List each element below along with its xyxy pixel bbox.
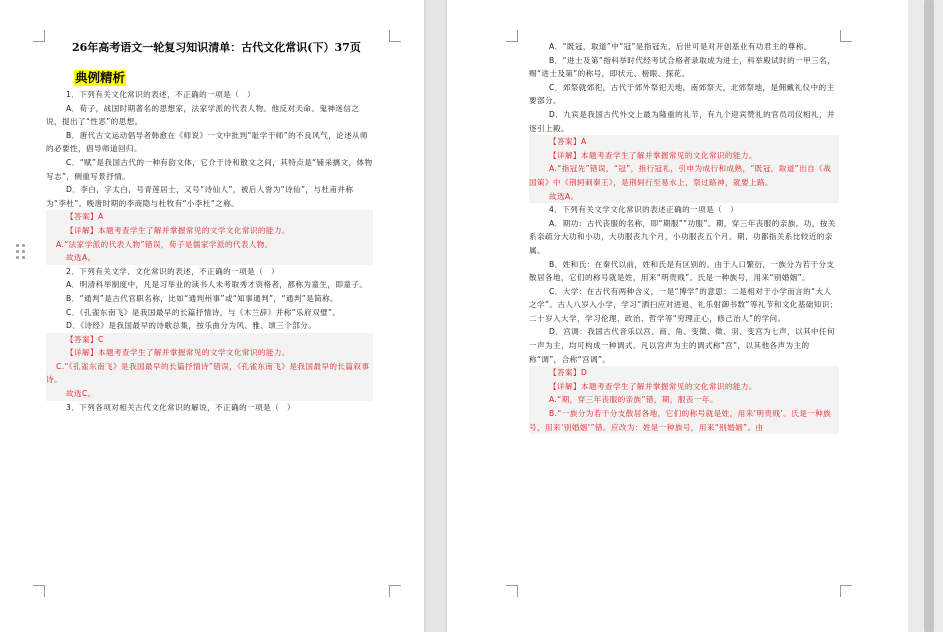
answer-analysis: B.“一族分为若干分支散居各地，它们的称号就是姓，用来‘明贵贱’。氏是一种族号，用来‘别婚姻’”错。应改为：姓是一种族号，用来“别婚姻”。由 [529,409,832,432]
question-option: D．九宾是我国古代外交上最为隆重的礼节，有九个迎宾赞礼的官员司仪相礼，并逐引上殿。 [529,109,836,133]
question-option: C．郊祭就郊祀，古代于郊外祭祀天地，南郊祭天，北郊祭地，是佣戴礼仪中的主要部分。 [529,82,835,106]
margin-corner-mark [389,585,401,597]
margin-corner-mark [506,30,518,42]
margin-corner-mark [33,30,45,42]
question-option: B．唐代古文运动倡导者韩愈在《师说》一文中批判“耻学于师”的不良风气，论述从师的必要性，倡导师道回归。 [46,130,369,154]
answer-block [46,333,373,401]
margin-corner-mark [840,30,852,42]
question-option: C．大学：在古代有两种含义，一是“博学”的意思；二是相对于小学而言的“大人之学”。古人八岁入小学，学习“洒扫应对进退、礼乐射御书数”等礼节和文化基础知识；二十岁入大学，学习伦理、政治、哲学等“穷理正心，修己治人”的学问。 [529,286,838,323]
margin-corner-mark [33,585,45,597]
question-option: A．明清科举制度中，凡是习举业的读书人未考取秀才资格者，都称为童生，即童子。 [66,280,368,290]
left-page-content [46,40,373,414]
question-option: A．“既冠，取道”中“冠”是指冠先，后世可是对开创基业有功君主的尊称。 [549,42,812,51]
drag-handle-icon[interactable] [16,244,25,260]
answer-analysis: C.“《孔雀东南飞》是我国最早的长篇抒情诗”错误，《孔雀东南飞》是我国最早的长篇叙事诗。 [46,361,370,385]
question-option: D．李白，字太白，号青莲居士，又号“诗仙人”，被后人誉为“诗仙”，与杜甫并称为“李杜”。晚唐时期的李商隐与杜牧有“小李杜”之称。 [46,185,354,208]
answer-conclusion: 故选A。 [549,191,579,201]
answer-block [46,210,373,264]
answer-conclusion: 故选A。 [66,253,96,263]
question-option: B．“通判”是古代官职名称，比如“通判州事”或“知事通判”，“通判”是简称。 [66,293,339,303]
margin-corner-mark [389,30,401,42]
scrollbar-thumb[interactable] [924,0,934,632]
answer-conclusion: 故选C。 [66,389,96,399]
answer-label: 【答案】C [66,334,104,344]
answer-analysis: A.“指冠先”错误，“冠”，指行冠礼，引申为成行和成熟，“既冠，取道”出自《战国策》中《荆轲刺秦王》，是荆轲行至易水上，祭过路神，就要上路。 [529,164,832,187]
question-option: D．宫调：我国古代音乐以宫、商、角、变徵、徵、羽、变宫为七声，以其中任何一声为主，均可构成一种调式。凡以宫声为主的调式称“宫”，以其他各声为主的称“调”，合称“宫调”。 [529,327,836,364]
margin-corner-mark [506,585,518,597]
question-stem: 1．下列有关文化常识的表述，不正确的一项是（ ） [66,90,256,99]
question-stem: 2．下列有关文学、文化常识的表述，不正确的一项是（ ） [66,266,280,276]
answer-label: 【答案】A [66,212,104,222]
answer-explain: 【详解】本题考查学生了解并掌握常见的文化常识的能力。 [549,150,757,160]
answer-explain: 【详解】本题考查学生了解并掌握常见的文学文化常识的能力。 [66,348,290,358]
question-option: C．“赋”是我国古代的一种有韵文体，它介于诗和散文之间，其特点是“铺采摛文，体物写志”，侧重写景抒情。 [46,157,373,181]
question-stem: 4．下列有关文学文化常识的表述正确的一项是（ ） [549,205,739,215]
answer-block [529,135,839,203]
answer-analysis: A.“法家学派的代表人物”错误，荀子是儒家学派的代表人物。 [56,239,273,249]
right-page-content [529,40,839,434]
margin-corner-mark [840,585,852,597]
question-option: B．姓和氏：在秦代以前，姓和氏是有区别的。由于人口繁衍，一族分为若干分支散居各地，它们的称号就是姓，用来“明贵贱”。氏是一种族号，用来“别婚姻”。 [529,259,835,283]
answer-label: 【答案】D [549,368,588,378]
question-option: C．《孔雀东南飞》是我国最早的长篇抒情诗，与《木兰辞》并称“乐府双璧”。 [66,307,341,317]
answer-explain: 【详解】本题考查学生了解并掌握常见的文化常识的能力。 [549,381,757,391]
section-heading: 典例精析 [75,70,126,85]
document-title: 26年高考语文一轮复习知识清单：古代文化常识(下）37页 [72,41,361,54]
question-stem: 3．下列各项对相关古代文化常识的解说，不正确的一项是（ ） [66,402,296,412]
question-option: A．期功：古代丧服的名称，即“期服”“功服”。期，穿三年丧服的亲族。功，按关系亲疏分大功和小功，大功服丧九个月，小功服丧五个月。期、功都指关系比较近的亲属。 [529,218,836,255]
question-option: D．《诗经》是我国最早的诗歌总集，按乐曲分为风、雅、颂三个部分。 [66,321,317,331]
question-option: B．“进士及第”指科举时代经考试合格者录取成为进士，科举殿试时的一甲三名，赐“进士及第”的称号，即状元、榜眼、探花。 [529,55,836,79]
answer-explain: 【详解】本题考查学生了解并掌握常见的文学文化常识的能力。 [66,225,290,235]
answer-analysis: A.“期，穿三年丧服的亲族”错，期，服丧一年。 [549,395,718,405]
question-option: A．荀子，战国时期著名的思想家，法家学派的代表人物。他反对天命、鬼神迷信之说，提出了“性恶”的思想。 [46,103,360,127]
answer-block [529,366,839,434]
answer-label: 【答案】A [549,137,587,147]
